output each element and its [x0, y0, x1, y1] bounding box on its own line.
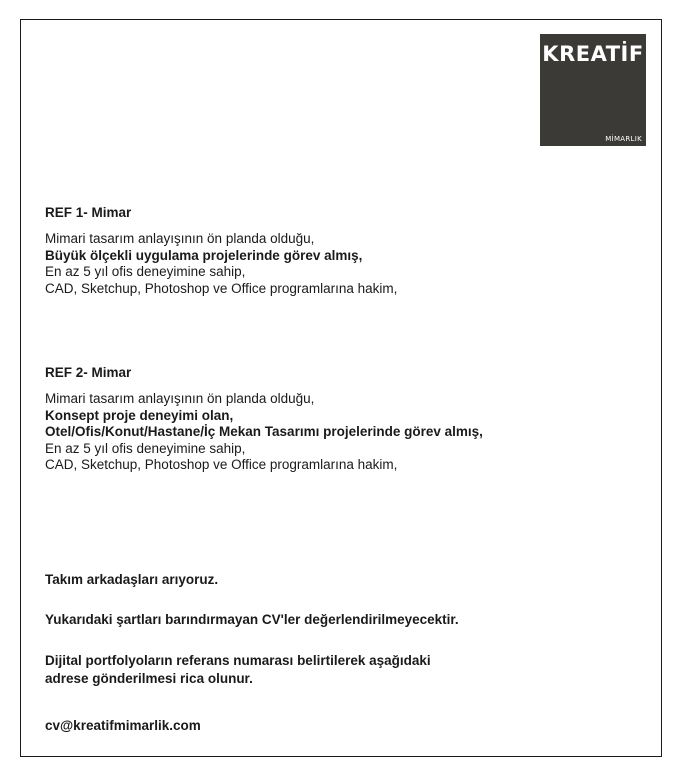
instruction-line-1: Dijital portfolyoların referans numarası belirtilerek aşağıdaki [45, 653, 431, 668]
ref2-line: Konsept proje deneyimi olan, [45, 407, 234, 423]
team-statement: Takım arkadaşları arıyoruz. [45, 572, 219, 587]
logo-subtitle: MİMARLIK [605, 135, 642, 143]
ref2-line: En az 5 yıl ofis deneyimine sahip, [45, 440, 246, 456]
ref1-line: CAD, Sketchup, Photoshop ve Office programlarına hakim, [45, 280, 398, 296]
logo-wordmark: KREATİF [542, 42, 644, 66]
ref1-section [45, 205, 397, 297]
ref2-requirements [45, 391, 483, 474]
cv-notice: Yukarıdaki şartları barındırmayan CV'ler değerlendirilmeyecektir. [45, 612, 459, 627]
ref1-title: REF 1- Mimar [45, 205, 132, 220]
company-logo [540, 34, 646, 146]
ref1-line: Mimari tasarım anlayışının ön planda olduğu, [45, 231, 315, 246]
instruction-line-2: adrese gönderilmesi rica olunur. [45, 671, 253, 686]
contact-email[interactable]: cv@kreatifmimarlik.com [45, 718, 201, 733]
ref1-line: En az 5 yıl ofis deneyimine sahip, [45, 264, 246, 279]
ref2-line: Otel/Ofis/Konut/Hastane/İç Mekan Tasarımı projelerinde görev almış, [45, 424, 483, 439]
ref1-line: Büyük ölçekli uygulama projelerinde görev almış, [45, 247, 363, 263]
ref2-line: Mimari tasarım anlayışının ön planda olduğu, [45, 391, 315, 406]
ref2-title: REF 2- Mimar [45, 365, 132, 380]
ref1-requirements [45, 231, 397, 297]
ref2-line: CAD, Sketchup, Photoshop ve Office programlarına hakim, [45, 457, 398, 472]
ref2-section [45, 365, 483, 474]
